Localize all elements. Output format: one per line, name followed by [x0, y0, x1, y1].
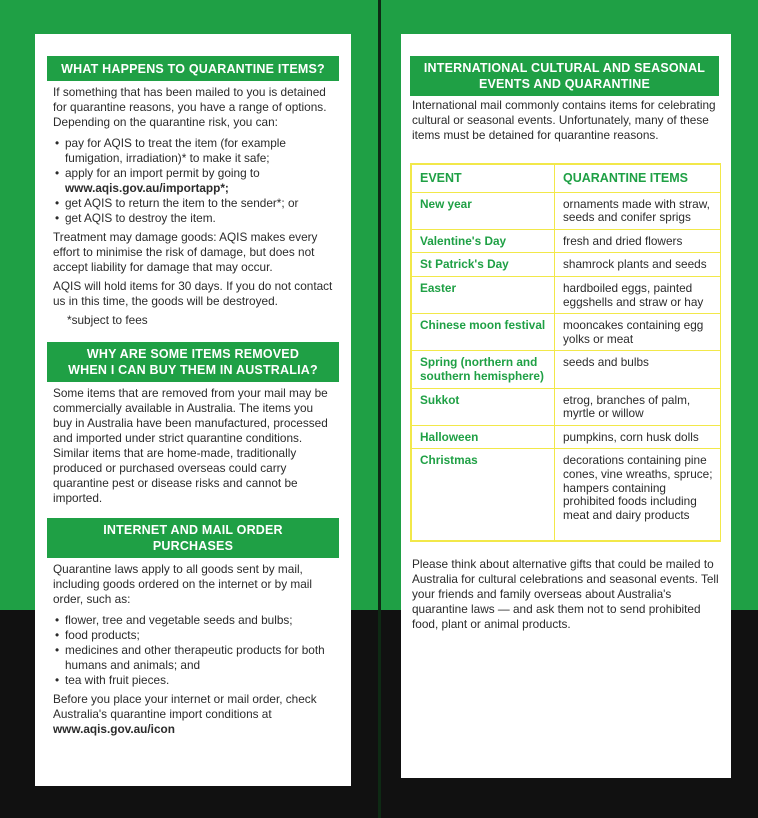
- internet-intro: Quarantine laws apply to all goods sent by mail, including goods ordered on the internet or by mail order, such as:: [53, 562, 313, 606]
- items-cell: fresh and dried flowers: [555, 229, 721, 253]
- column-header-event: EVENT: [412, 165, 555, 193]
- table-row: [412, 276, 721, 313]
- items-cell: mooncakes containing egg yolks or meat: [555, 314, 721, 351]
- items-removed-body: Some items that are removed from your mail may be commercially available in Australia. The items you buy in Australia have been manufactured, processed and imported under strict quarantine conditions. Similar items that are home-made, traditionally produced or purchased overseas could carry quarantine pest or disease risks and cannot be imported.: [53, 386, 328, 505]
- internet-outro: [53, 692, 333, 737]
- right-panel: [401, 34, 731, 778]
- quarantine-options-list: [53, 136, 333, 226]
- quarantine-intro: If something that has been mailed to you is detained for quarantine reasons, you have a range of options. Depending on the quarantine risk, you can:: [53, 85, 327, 129]
- section-items-removed: [47, 386, 339, 506]
- list-item: • pay for AQIS to treat the item (for example fumigation, irradiation)* to make it safe;: [53, 136, 333, 166]
- list-item: • food products;: [53, 628, 333, 643]
- heading-internet-mail-order: [47, 518, 339, 558]
- heading-quarantine-items: WHAT HAPPENS TO QUARANTINE ITEMS?: [47, 56, 339, 81]
- table-row: [412, 229, 721, 253]
- items-cell: decorations containing pine cones, vine wreaths, spruce; hampers containing prohibited foods including meat and dairy products: [555, 449, 721, 541]
- event-cell: Sukkot: [412, 388, 555, 425]
- heading-items-removed: [47, 342, 339, 382]
- heading-line: INTERNET AND MAIL ORDER: [103, 523, 283, 537]
- list-item: • get AQIS to destroy the item.: [53, 211, 333, 226]
- event-cell: Valentine's Day: [412, 229, 555, 253]
- items-cell: seeds and bulbs: [555, 351, 721, 388]
- left-panel: [35, 34, 351, 786]
- heading-line: WHEN I CAN BUY THEM IN AUSTRALIA?: [68, 363, 318, 377]
- fold-divider: [378, 0, 381, 818]
- treatment-paragraph: Treatment may damage goods: AQIS makes every effort to minimise the risk of damage, but does not accept liability for damage that may occur.: [53, 230, 318, 274]
- import-permit-link[interactable]: www.aqis.gov.au/importapp*;: [65, 181, 229, 195]
- event-cell: Spring (northern and southern hemisphere): [412, 351, 555, 388]
- table-row: [412, 253, 721, 277]
- section-internet-mail-order: [47, 562, 339, 737]
- table-header-row: [412, 165, 721, 193]
- list-item: [53, 166, 333, 196]
- table-row: [412, 351, 721, 388]
- fees-footnote: *subject to fees: [67, 313, 148, 327]
- heading-line: INTERNATIONAL CULTURAL AND SEASONAL: [423, 61, 706, 75]
- heading-line: PURCHASES: [152, 539, 234, 553]
- event-cell: Chinese moon festival: [412, 314, 555, 351]
- cultural-outro: Please think about alternative gifts that could be mailed to Australia for cultural celebrations and seasonal events. Tell your friends and family overseas about Australia's quarantine laws — and ask them not to send prohibited food, plant or animal products.: [412, 557, 719, 632]
- heading-cultural-events: [410, 56, 719, 96]
- list-item: • medicines and other therapeutic products for both humans and animals; and: [53, 643, 333, 673]
- event-cell: Halloween: [412, 425, 555, 449]
- items-cell: etrog, branches of palm, myrtle or willow: [555, 388, 721, 425]
- heading-line: EVENTS AND QUARANTINE: [478, 77, 651, 91]
- heading-line: WHY ARE SOME ITEMS REMOVED: [86, 347, 300, 361]
- section-quarantine-items: [47, 85, 339, 328]
- column-header-quarantine-items: QUARANTINE ITEMS: [555, 165, 721, 193]
- table-row: [412, 192, 721, 229]
- icon-conditions-link[interactable]: www.aqis.gov.au/icon: [53, 722, 175, 736]
- list-item: • get AQIS to return the item to the sender*; or: [53, 196, 333, 211]
- event-cell: New year: [412, 192, 555, 229]
- events-table-frame: [410, 163, 721, 542]
- event-cell: Easter: [412, 276, 555, 313]
- outro-text: Before you place your internet or mail order, check Australia's quarantine import conditions at: [53, 692, 317, 721]
- items-cell: hardboiled eggs, painted eggshells and straw or hay: [555, 276, 721, 313]
- hold-paragraph: AQIS will hold items for 30 days. If you do not contact us in this time, the goods will be destroyed.: [53, 279, 333, 308]
- cultural-intro: International mail commonly contains items for celebrating cultural or seasonal events. Unfortunately, many of these items must be detained for quarantine reasons.: [412, 98, 716, 142]
- table-row: [412, 314, 721, 351]
- table-row: [412, 388, 721, 425]
- table-row: [412, 449, 721, 541]
- list-item: • tea with fruit pieces.: [53, 673, 333, 688]
- items-cell: ornaments made with straw, seeds and conifer sprigs: [555, 192, 721, 229]
- list-item: • flower, tree and vegetable seeds and bulbs;: [53, 613, 333, 628]
- list-item-text: apply for an import permit by going to: [65, 166, 260, 180]
- items-cell: shamrock plants and seeds: [555, 253, 721, 277]
- event-cell: Christmas: [412, 449, 555, 541]
- table-row: [412, 425, 721, 449]
- internet-goods-list: [53, 613, 333, 688]
- events-table: [411, 164, 721, 541]
- items-cell: pumpkins, corn husk dolls: [555, 425, 721, 449]
- event-cell: St Patrick's Day: [412, 253, 555, 277]
